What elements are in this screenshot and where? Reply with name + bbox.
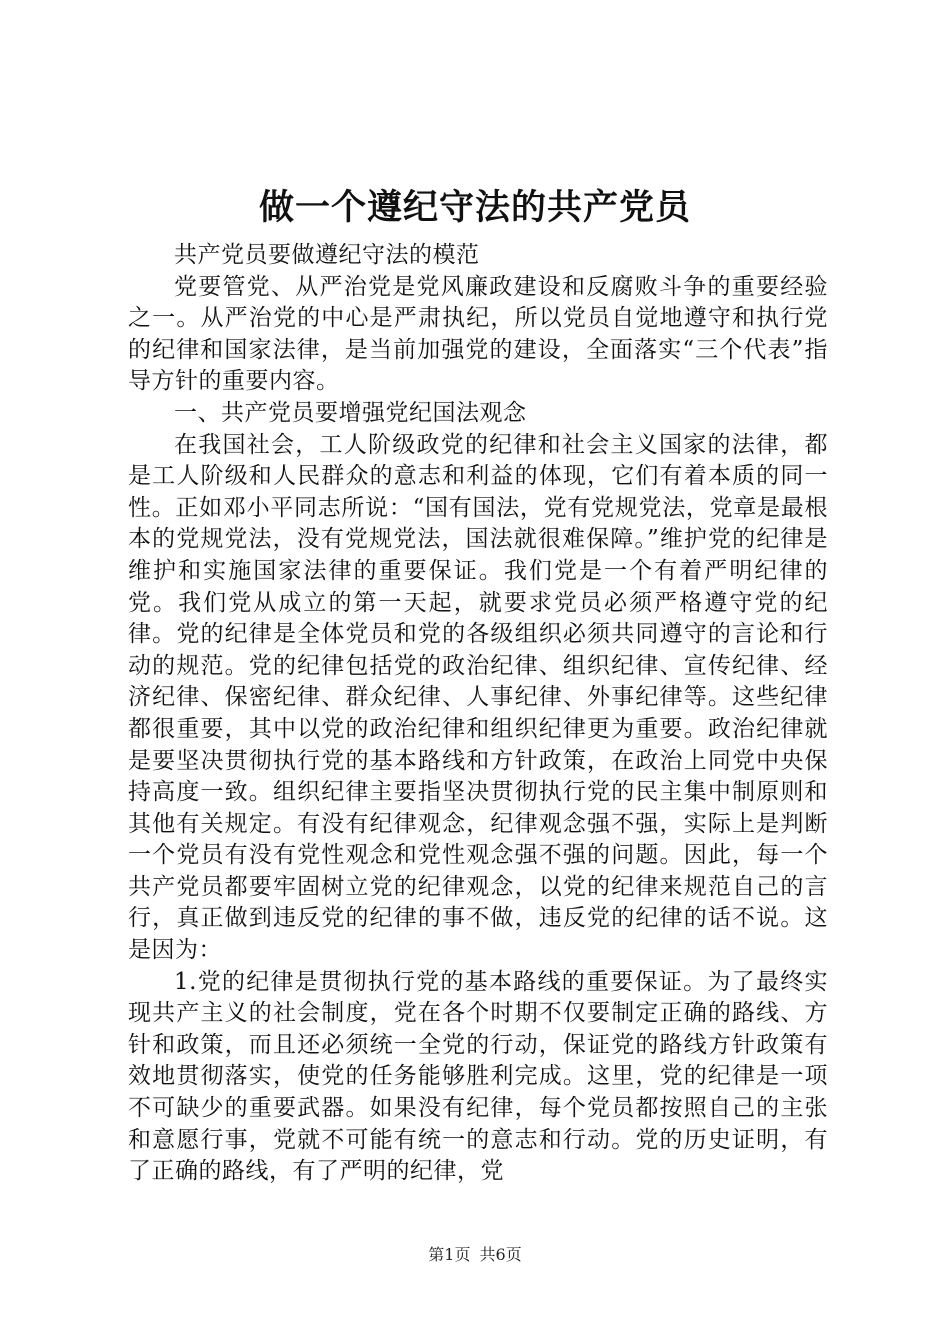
page-total: 共6页: [479, 1245, 522, 1264]
document-title: 做一个遵纪守法的共产党员: [258, 187, 691, 228]
document-body: [128, 240, 828, 1188]
paragraph-point-1: 1.党的纪律是贯彻执行党的基本路线的重要保证。为了最终实现共产主义的社会制度，党在各个时期不仅要制定正确的路线、方针和政策，而且还必须统一全党的行动，保证党的路线方针政策有效地贯彻落实，使党的任务能够胜利完成。这里，党的纪律是一项不可缺少的重要武器。如果没有纪律，每个党员都按照自己的主张和意愿行事，党就不可能有统一的意志和行动。党的历史证明，有了正确的路线，有了严明的纪律，党: [128, 968, 828, 1185]
page-number: 第1页: [428, 1245, 471, 1264]
page-footer: [0, 1245, 950, 1265]
section-heading-1: 一、共产党员要增强党纪国法观念: [174, 399, 527, 426]
paragraph-body: 在我国社会，工人阶级政党的纪律和社会主义国家的法律，都是工人阶级和人民群众的意志和利益的体现，它们有着本质的同一性。正如邓小平同志所说：“国有国法，党有党规党法，党章是最根本的党规党法，没有党规党法，国法就很难保障。”维护党的纪律是维护和实施国家法律的重要保证。我们党是一个有着严明纪律的党。我们党从成立的第一天起，就要求党员必须严格遵守党的纪律。党的纪律是全体党员和党的各级组织必须共同遵守的言论和行动的规范。党的纪律包括党的政治纪律、组织纪律、宣传纪律、经济纪律、保密纪律、群众纪律、人事纪律、外事纪律等。这些纪律都很重要，其中以党的政治纪律和组织纪律更为重要。政治纪律就是要坚决贯彻执行党的基本路线和方针政策，在政治上同党中央保持高度一致。组织纪律主要指坚决贯彻执行党的民主集中制原则和其他有关规定。有没有纪律观念，纪律观念强不强，实际上是判断一个党员有没有党性观念和党性观念强不强的问题。因此，每一个共产党员都要牢固树立党的纪律观念，以党的纪律来规范自己的言行，真正做到违反党的纪律的事不做，违反党的纪律的话不说。这是因为：: [128, 431, 828, 964]
paragraph-intro: 党要管党、从严治党是党风廉政建设和反腐败斗争的重要经验之一。从严治党的中心是严肃执纪，所以党员自觉地遵守和执行党的纪律和国家法律，是当前加强党的建设，全面落实“三个代表”指导方针的重要内容。: [128, 273, 828, 395]
paragraph-subtitle: 共产党员要做遵纪守法的模范: [174, 242, 480, 268]
